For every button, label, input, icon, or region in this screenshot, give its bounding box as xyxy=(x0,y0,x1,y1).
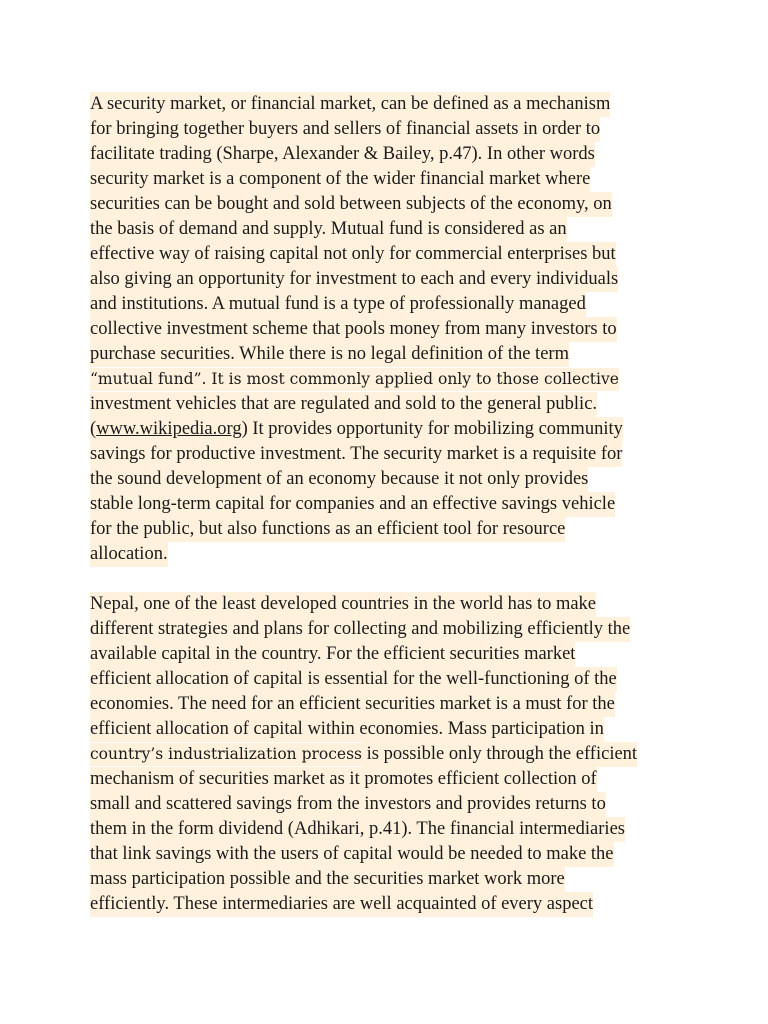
line-text: ) It provides opportunity for mobilizing community xyxy=(242,417,623,442)
line-text: and institutions. A mutual fund is a type of professionally managed xyxy=(90,292,586,317)
text-line xyxy=(90,117,690,142)
line-text: mass participation possible and the securities market work more xyxy=(90,867,565,892)
line-text: also giving an opportunity for investment to each and every individuals xyxy=(90,267,618,292)
line-text: for the public, but also functions as an efficient tool for resource xyxy=(90,517,565,542)
text-line xyxy=(90,292,690,317)
text-line xyxy=(90,192,690,217)
line-text: country’s industrialization process xyxy=(90,743,362,766)
text-line xyxy=(90,317,690,342)
text-line xyxy=(90,367,690,392)
text-line xyxy=(90,792,690,817)
text-line xyxy=(90,742,690,767)
text-line xyxy=(90,667,690,692)
line-text: the sound development of an economy because it not only provides xyxy=(90,467,588,492)
text-line xyxy=(90,542,690,567)
line-text: A security market, or financial market, can be defined as a mechanism xyxy=(90,92,610,117)
line-text: Nepal, one of the least developed countries in the world has to make xyxy=(90,592,596,617)
text-line xyxy=(90,92,690,117)
line-text: efficiently. These intermediaries are well acquainted of every aspect xyxy=(90,892,593,917)
line-text: ( xyxy=(90,417,96,442)
text-line xyxy=(90,642,690,667)
line-text: for bringing together buyers and sellers of financial assets in order to xyxy=(90,117,600,142)
text-line xyxy=(90,467,690,492)
line-text: allocation. xyxy=(90,542,168,567)
line-text: efficient allocation of capital is essential for the well-functioning of the xyxy=(90,667,617,692)
line-text: them in the form dividend (Adhikari, p.41). The financial intermediaries xyxy=(90,817,625,842)
text-line xyxy=(90,717,690,742)
text-line xyxy=(90,892,690,917)
line-text: “mutual fund”. It is most commonly applied only to those collective xyxy=(90,368,619,391)
line-text: investment vehicles that are regulated and sold to the general public. xyxy=(90,392,597,417)
line-text: available capital in the country. For the efficient securities market xyxy=(90,642,575,667)
line-text: facilitate trading (Sharpe, Alexander & Bailey, p.47). In other words xyxy=(90,142,595,167)
text-line xyxy=(90,167,690,192)
text-line xyxy=(90,517,690,542)
text-line xyxy=(90,867,690,892)
line-text: savings for productive investment. The security market is a requisite for xyxy=(90,442,622,467)
line-text: efficient allocation of capital within economies. Mass participation in xyxy=(90,717,604,742)
line-text: collective investment scheme that pools money from many investors to xyxy=(90,317,617,342)
line-text: small and scattered savings from the investors and provides returns to xyxy=(90,792,606,817)
text-line xyxy=(90,417,690,442)
line-text: security market is a component of the wider financial market where xyxy=(90,167,590,192)
line-text: economies. The need for an efficient securities market is a must for the xyxy=(90,692,615,717)
line-text: different strategies and plans for collecting and mobilizing efficiently the xyxy=(90,617,630,642)
paragraph-1 xyxy=(90,92,690,567)
line-text: that link savings with the users of capital would be needed to make the xyxy=(90,842,614,867)
text-line xyxy=(90,242,690,267)
text-line xyxy=(90,142,690,167)
text-line xyxy=(90,592,690,617)
line-text: is possible only through the efficient xyxy=(362,742,637,767)
line-text: mechanism of securities market as it promotes efficient collection of xyxy=(90,767,597,792)
text-line xyxy=(90,442,690,467)
text-line xyxy=(90,492,690,517)
paragraph-2 xyxy=(90,592,690,917)
line-text: stable long-term capital for companies and an effective savings vehicle xyxy=(90,492,615,517)
text-line xyxy=(90,267,690,292)
wikipedia-link[interactable]: www.wikipedia.org xyxy=(96,417,241,442)
text-line xyxy=(90,767,690,792)
text-line xyxy=(90,817,690,842)
line-text: effective way of raising capital not only for commercial enterprises but xyxy=(90,242,616,267)
text-line xyxy=(90,617,690,642)
line-text: securities can be bought and sold between subjects of the economy, on xyxy=(90,192,612,217)
line-text: purchase securities. While there is no legal definition of the term xyxy=(90,342,569,367)
text-line xyxy=(90,692,690,717)
line-text: the basis of demand and supply. Mutual fund is considered as an xyxy=(90,217,567,242)
text-line xyxy=(90,342,690,367)
text-line xyxy=(90,842,690,867)
text-line xyxy=(90,217,690,242)
text-line xyxy=(90,392,690,417)
